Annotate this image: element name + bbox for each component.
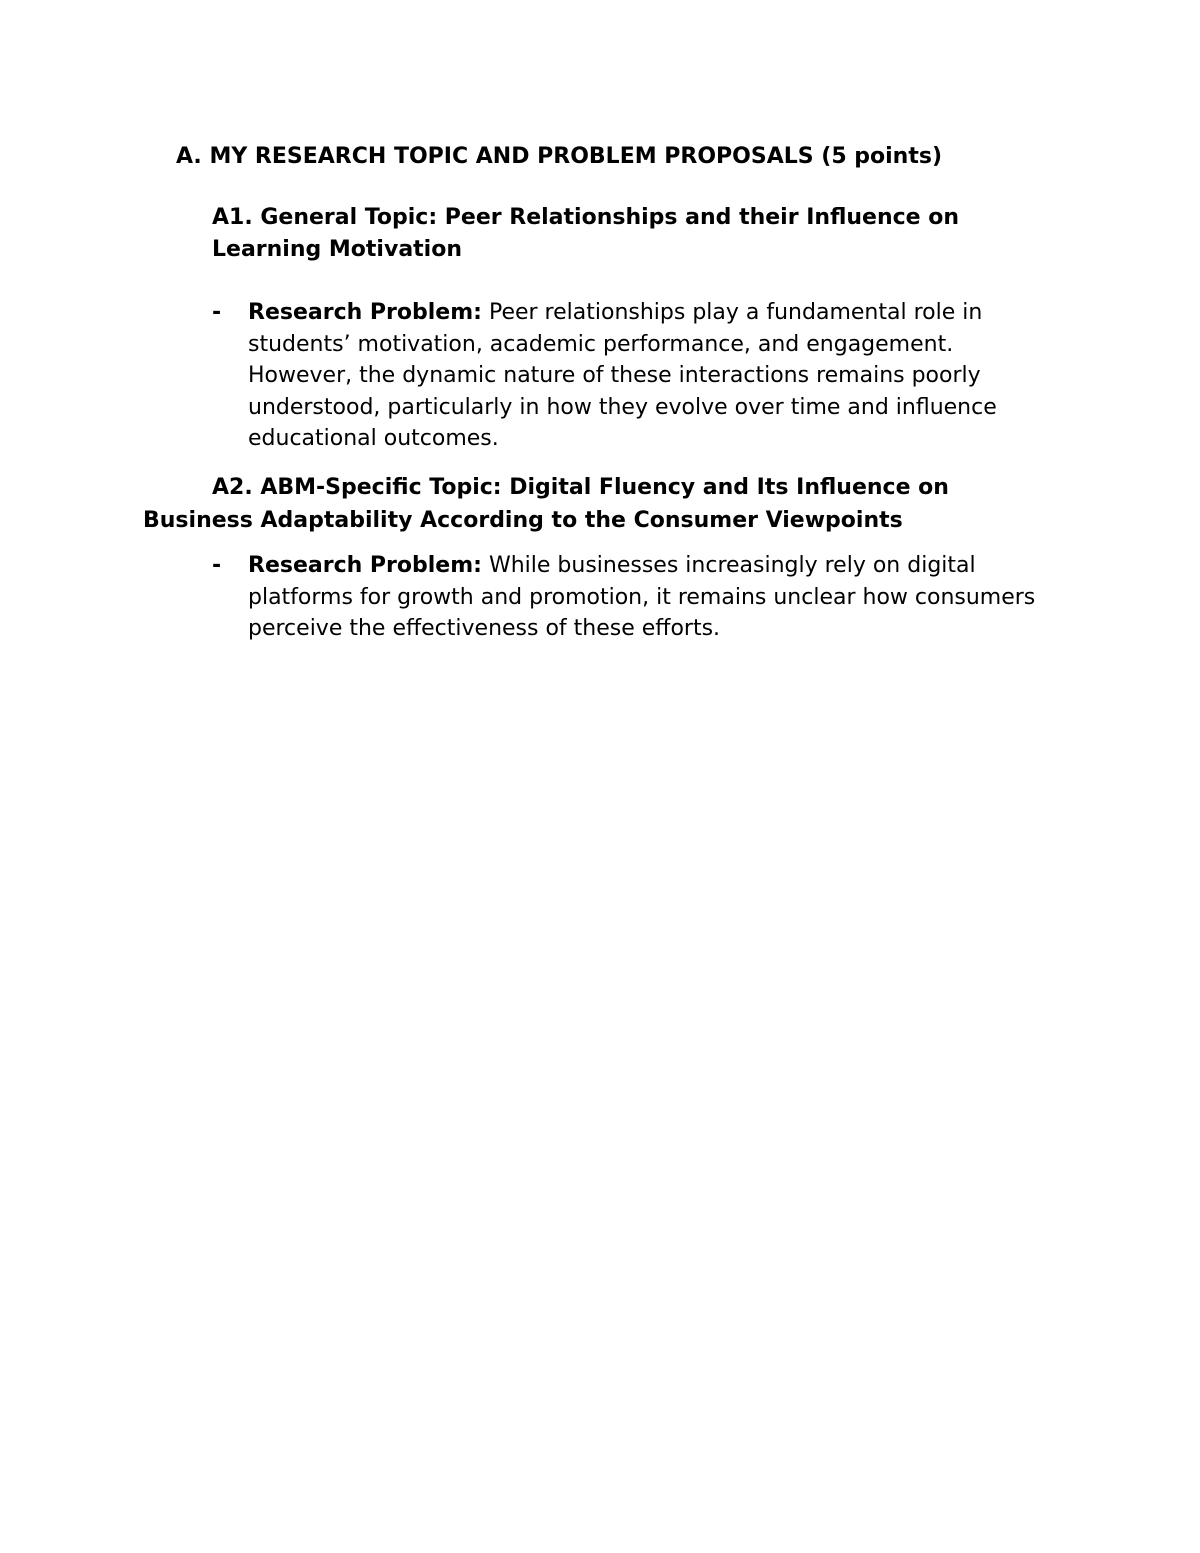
research-problem-body: While businesses increasingly rely on digital platforms for growth and promotion, it remains unclear how consumers perceive the effectiveness of these efforts. xyxy=(248,553,1036,641)
research-problem-label: Research Problem: xyxy=(248,300,482,325)
research-problem-a1-text xyxy=(248,297,1063,455)
section-heading: A. MY RESEARCH TOPIC AND PROBLEM PROPOSALS (5 points) xyxy=(176,144,943,169)
research-problem-body: Peer relationships play a fundamental role in students’ motivation, academic performance, and engagement. However, the dynamic nature of these interactions remains poorly understood, particularly in how they evolve over time and influence educational outcomes. xyxy=(248,300,997,451)
topic-a2-heading: A2. ABM-Specific Topic: Digital Fluency and Its Influence on Business Adaptability According to the Consumer Viewpoints xyxy=(143,475,949,533)
research-problem-a2-text xyxy=(248,550,1063,645)
bullet-marker: - xyxy=(212,553,222,578)
research-problem-label: Research Problem: xyxy=(248,553,482,578)
bullet-marker: - xyxy=(212,300,222,325)
topic-a1-heading: A1. General Topic: Peer Relationships and their Influence on Learning Motivation xyxy=(212,205,960,262)
